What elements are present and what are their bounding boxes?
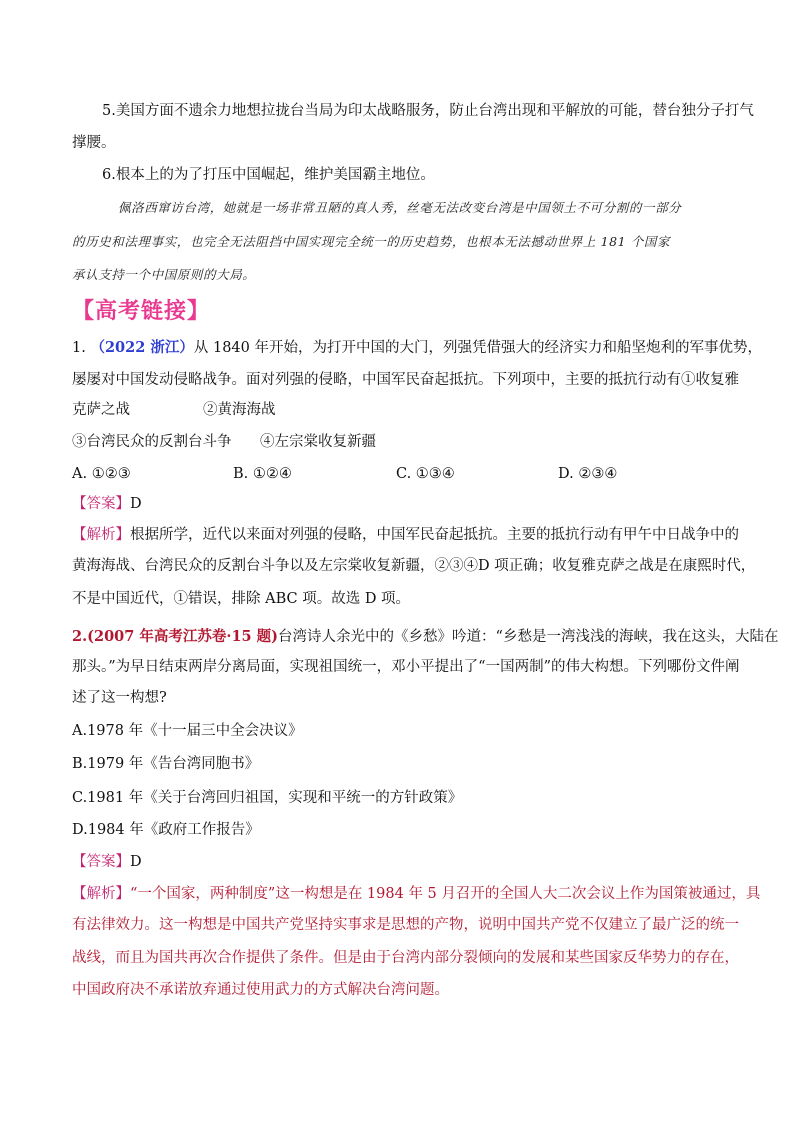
q1-answer bbox=[72, 494, 732, 514]
q2-analysis-label: 【解析】 bbox=[72, 886, 130, 902]
q2-stem-start: 台湾诗人余光中的《乡愁》吟道：“乡愁是一湾浅浅的海峡，我在这头，大陆在 bbox=[278, 629, 779, 645]
q1-line-1 bbox=[72, 338, 762, 358]
q2-line-1 bbox=[72, 627, 779, 647]
intro-point-5-line2: 撑腰。 bbox=[72, 135, 116, 151]
q2-source: 2.(2007 年高考江苏卷·15 题) bbox=[72, 628, 279, 645]
q2-option-d: D.1984 年《政府工作报告》 bbox=[72, 822, 260, 838]
q1-analysis-label: 【解析】 bbox=[72, 527, 130, 543]
q1-line-3 bbox=[72, 400, 732, 420]
intro-point-5-line1: 5.美国方面不遗余力地想拉拢台当局为印太战略服务，防止台湾出现和平解放的可能，替台独分子打气 bbox=[102, 103, 754, 119]
q2-option-b: B.1979 年《告台湾同胞书》 bbox=[72, 756, 260, 772]
q1-option-b: B. ①②④ bbox=[233, 466, 292, 482]
q1-source: （2022 浙江） bbox=[90, 339, 194, 356]
section-title: 【高考链接】 bbox=[72, 299, 211, 324]
q2-analysis-text-1: “一个国家，两种制度”这一构想是在 1984 年 5 月召开的全国人大二次会议上作为国策被通过，具 bbox=[130, 886, 761, 902]
q1-line-2: 屡屡对中国发动侵略战争。面对列强的侵略，中国军民奋起抵抗。下列项中，主要的抵抗行动有①收复雅 bbox=[72, 372, 739, 388]
q1-item-4: ④左宗棠收复新疆 bbox=[260, 434, 376, 450]
q2-analysis-line-1 bbox=[72, 884, 761, 904]
q2-line-2: 那头。”为早日结束两岸分离局面，实现祖国统一，邓小平提出了“一国两制”的伟大构想。下列哪份文件阐 bbox=[72, 659, 740, 675]
q1-item-3: ③台湾民众的反割台斗争 bbox=[72, 434, 232, 450]
q1-analysis-line-3: 不是中国近代，①错误，排除 ABC 项。故选 D 项。 bbox=[72, 591, 411, 607]
q1-option-c: C. ①③④ bbox=[396, 466, 455, 482]
q2-analysis-line-3: 战线，而且为国共再次合作提供了条件。但是由于台湾内部分裂倾向的发展和某些国家反华势力的存在， bbox=[72, 950, 739, 966]
q2-option-a: A.1978 年《十一届三中全会决议》 bbox=[72, 723, 303, 739]
q1-item-2: ②黄海海战 bbox=[203, 402, 276, 418]
q1-option-d: D. ②③④ bbox=[558, 466, 618, 482]
q1-analysis-line-2: 黄海海战、台湾民众的反割台斗争以及左宗棠收复新疆，②③④D 项正确；收复雅克萨之战是在康熙时代， bbox=[72, 558, 756, 574]
q2-answer-label: 【答案】 bbox=[72, 854, 130, 870]
q2-option-c: C.1981 年《关于台湾回归祖国，实现和平统一的方针政策》 bbox=[72, 790, 463, 806]
q1-item-1-end: 克萨之战 bbox=[72, 402, 130, 418]
q2-answer bbox=[72, 852, 732, 872]
q1-stem-start: 从 1840 年开始，为打开中国的大门，列强凭借强大的经济实力和船坚炮利的军事优势， bbox=[193, 340, 762, 356]
quote-line-1: 佩洛西窜访台湾，她就是一场非常丑陋的真人秀，丝毫无法改变台湾是中国领土不可分割的一部分 bbox=[118, 200, 682, 215]
q2-answer-value: D bbox=[130, 854, 142, 870]
q1-analysis-text-1: 根据所学，近代以来面对列强的侵略，中国军民奋起抵抗。主要的抵抗行动有甲午中日战争中的 bbox=[130, 527, 739, 543]
q1-analysis-line-1 bbox=[72, 525, 739, 545]
q2-analysis-line-2: 有法律效力。这一构想是中国共产党坚持实事求是思想的产物，说明中国共产党不仅建立了最广泛的统一 bbox=[72, 917, 739, 933]
q1-answer-label: 【答案】 bbox=[72, 496, 130, 512]
q2-line-3: 述了这一构想? bbox=[72, 690, 167, 706]
q1-number: 1. bbox=[72, 340, 86, 356]
q1-answer-value: D bbox=[130, 496, 142, 512]
intro-point-6: 6.根本上的为了打压中国崛起，维护美国霸主地位。 bbox=[102, 167, 435, 183]
q1-line-4 bbox=[72, 432, 732, 452]
quote-line-2: 的历史和法理事实，也完全无法阻挡中国实现完全统一的历史趋势，也根本无法撼动世界上 181 个国家 bbox=[72, 234, 671, 249]
quote-line-3: 承认支持一个中国原则的大局。 bbox=[72, 267, 256, 282]
q1-option-a: A. ①②③ bbox=[72, 466, 131, 482]
q2-analysis-line-4: 中国政府决不承诺放弃通过使用武力的方式解决台湾问题。 bbox=[72, 982, 449, 998]
